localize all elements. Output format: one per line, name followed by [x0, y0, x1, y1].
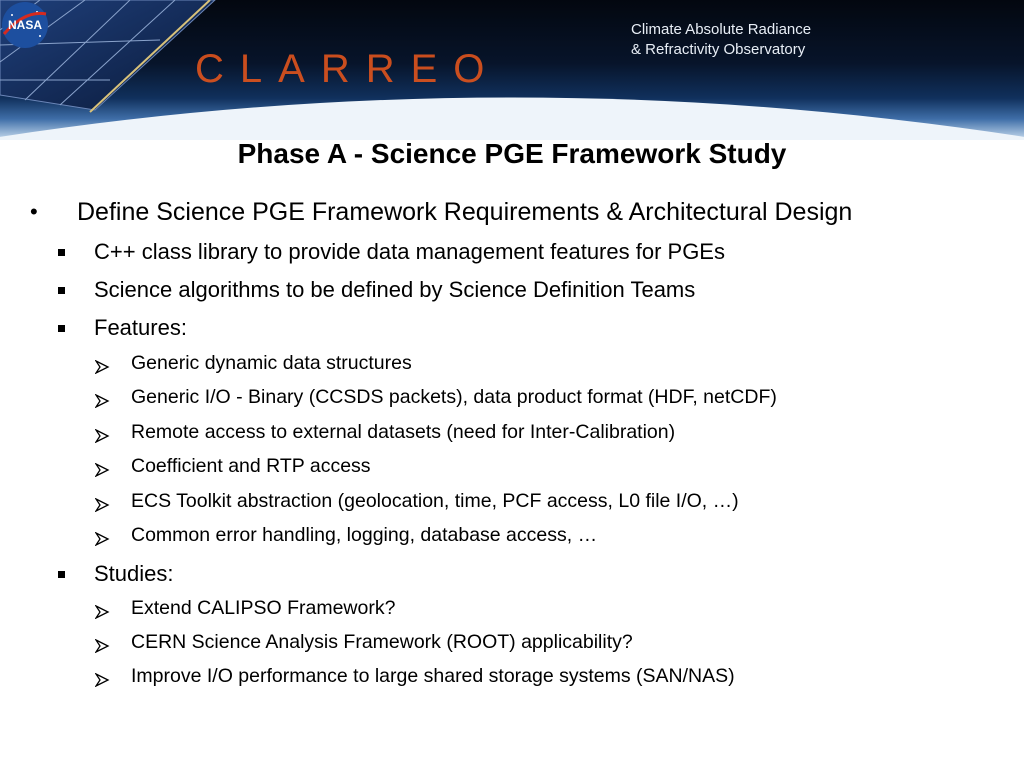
bullet-text: Studies:: [94, 561, 174, 586]
slide-title: Phase A - Science PGE Framework Study: [237, 138, 787, 169]
bullet-arrow-icon: [95, 426, 111, 440]
bullet-item-level-1: [0, 196, 1024, 230]
bullet-dot-icon: •: [30, 199, 38, 224]
bullet-text: C++ class library to provide data management features for PGEs: [94, 239, 725, 264]
bullet-square-icon: [58, 249, 65, 256]
bullet-arrow-icon: [95, 391, 111, 405]
bullet-item-level-3: [0, 489, 1024, 523]
bullet-text: ECS Toolkit abstraction (geolocation, time, PCF access, L0 file I/O, …): [131, 490, 739, 512]
bullet-text: Features:: [94, 315, 187, 340]
bullet-item-level-3: [0, 454, 1024, 488]
bullet-item-level-2: [0, 238, 1024, 272]
bullet-text: Extend CALIPSO Framework?: [131, 597, 396, 619]
bullet-text: Generic I/O - Binary (CCSDS packets), data product format (HDF, netCDF): [131, 386, 777, 408]
bullet-item-level-3: [0, 596, 1024, 630]
nasa-logo-icon: [0, 0, 50, 50]
subtitle-line-1: Climate Absolute Radiance: [631, 21, 812, 38]
bullet-text: Common error handling, logging, database access, …: [131, 524, 598, 546]
bullet-item-level-3: [0, 351, 1024, 385]
bullet-item-level-2: [0, 276, 1024, 310]
bullet-item-level-3: [0, 630, 1024, 664]
bullet-square-icon: [58, 287, 65, 294]
bullet-item-level-3: [0, 385, 1024, 419]
bullet-text: Remote access to external datasets (need for Inter-Calibration): [131, 421, 676, 443]
bullet-item-level-2: [0, 314, 1024, 348]
bullet-arrow-icon: [95, 636, 111, 650]
header-banner: [0, 0, 1024, 140]
bullet-text: Define Science PGE Framework Requirements & Architectural Design: [77, 198, 853, 226]
bullet-item-level-3: [0, 523, 1024, 557]
clarreo-logo: CLARREO: [195, 47, 501, 91]
bullet-item-level-3: [0, 420, 1024, 454]
bullet-text: CERN Science Analysis Framework (ROOT) applicability?: [131, 631, 633, 653]
subtitle-line-2: & Refractivity Observatory: [631, 41, 806, 58]
bullet-item-level-3: [0, 664, 1024, 698]
bullet-arrow-icon: [95, 495, 111, 509]
bullet-arrow-icon: [95, 460, 111, 474]
bullet-text: Science algorithms to be defined by Science Definition Teams: [94, 277, 696, 302]
bullet-square-icon: [58, 325, 65, 332]
bullet-text: Improve I/O performance to large shared storage systems (SAN/NAS): [131, 665, 735, 687]
bullet-text: Generic dynamic data structures: [131, 352, 412, 374]
bullet-item-level-2: [0, 560, 1024, 594]
bullet-square-icon: [58, 571, 65, 578]
bullet-arrow-icon: [95, 602, 111, 616]
bullet-text: Coefficient and RTP access: [131, 455, 371, 477]
mission-subtitle: [631, 20, 891, 60]
bullet-arrow-icon: [95, 357, 111, 371]
bullet-arrow-icon: [95, 529, 111, 543]
svg-text:NASA: NASA: [7, 18, 43, 32]
bullet-arrow-icon: [95, 670, 111, 684]
